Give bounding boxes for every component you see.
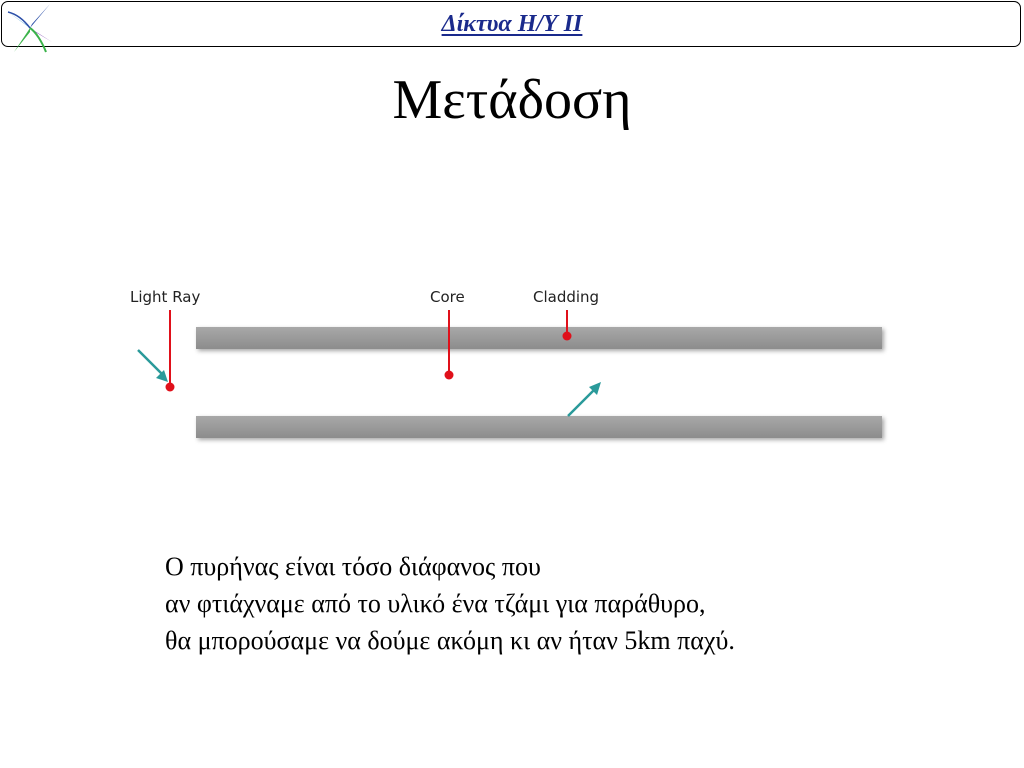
ray-arrow-out: [568, 382, 601, 416]
fiber-diagram: [120, 276, 900, 456]
header-bar: [1, 1, 1021, 47]
body-line-3: θα μπορούσαμε να δούμε ακόμη κι αν ήταν 5km παχύ.: [165, 626, 735, 655]
course-title: Δίκτυα Η/Υ ΙΙ: [441, 11, 583, 37]
body-line-1: Ο πυρήνας είναι τόσο διάφανος που: [165, 552, 541, 581]
label-cladding: Cladding: [533, 288, 600, 306]
slide-title: Μετάδοση: [392, 69, 632, 131]
pointer-light-ray-dot: [166, 383, 175, 392]
body-text: [165, 548, 985, 659]
cladding-bar-bottom: [196, 416, 882, 438]
ray-arrow-in: [138, 350, 168, 382]
label-light-ray: Light Ray: [130, 288, 201, 306]
cladding-bar-top: [196, 327, 882, 349]
pointer-cladding-dot: [563, 332, 572, 341]
label-core: Core: [430, 288, 465, 306]
body-line-2: αν φτιάχναμε από το υλικό ένα τζάμι για παράθυρο,: [165, 589, 706, 618]
pointer-core-dot: [445, 371, 454, 380]
